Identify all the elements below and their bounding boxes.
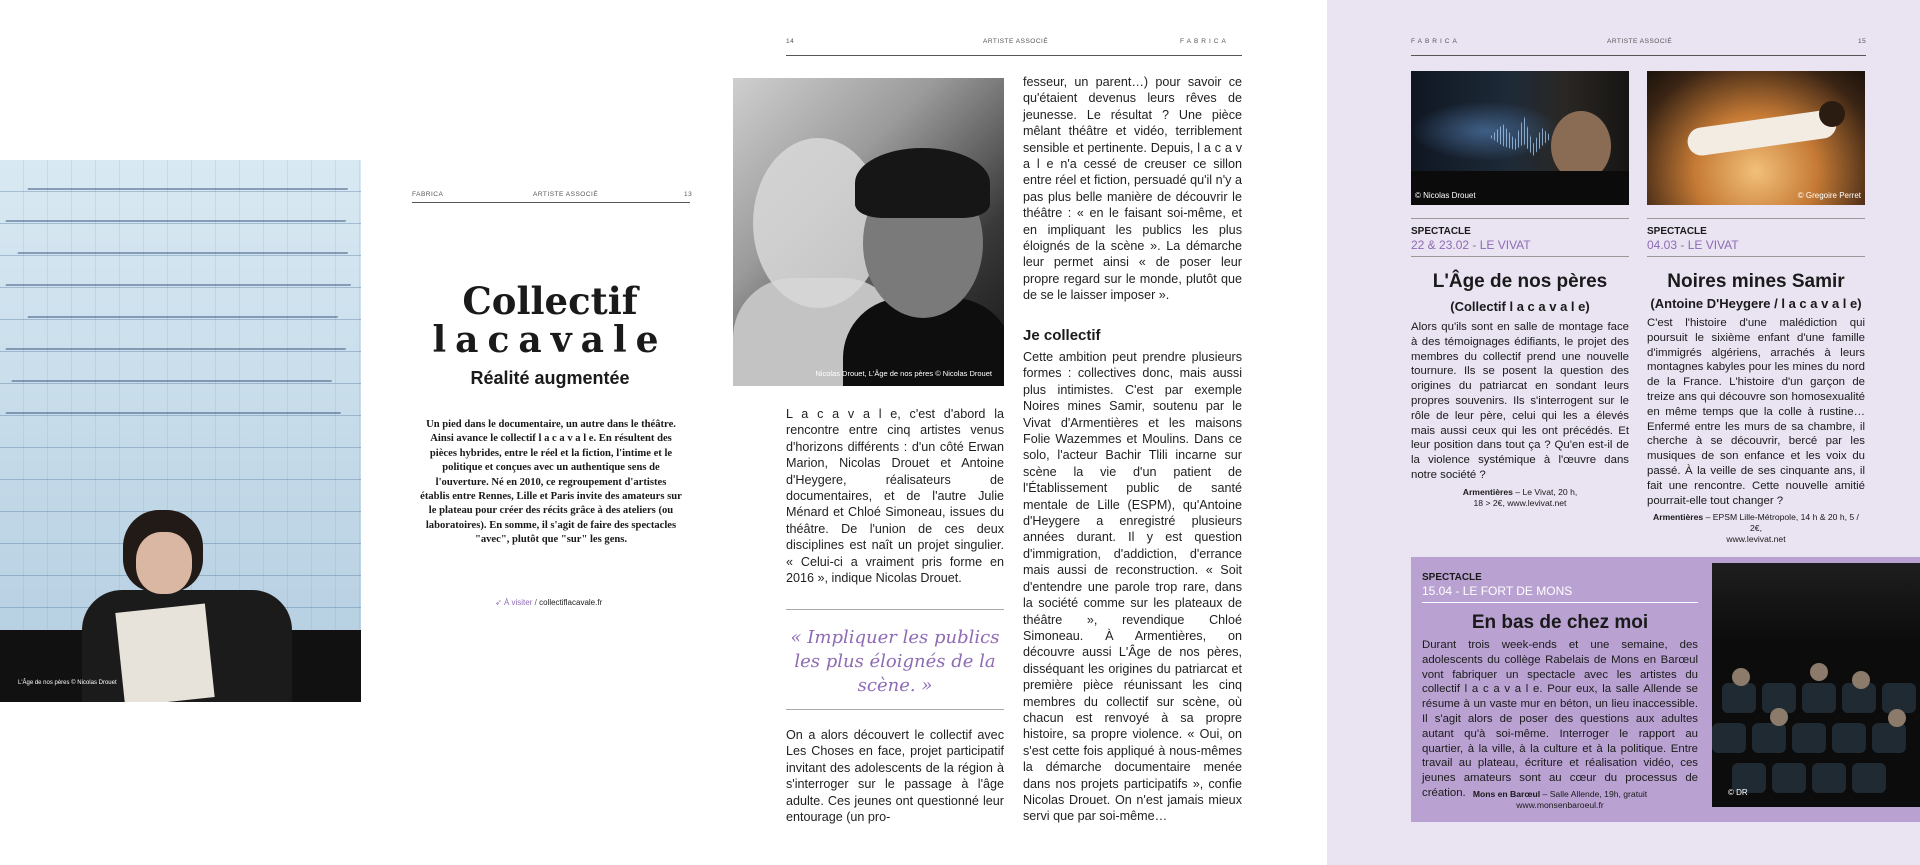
show1-info: Armentières – Le Vivat, 20 h, 18 > 2€, www.levivat.net <box>1462 487 1578 508</box>
photo-credit: © Nicolas Drouet <box>1415 191 1476 200</box>
stage-photo <box>0 160 361 702</box>
portrait-photo <box>733 78 1004 386</box>
header-brand: FABRICA <box>1411 38 1460 45</box>
show2-text: C'est l'histoire d'une malédiction qui poursuit le sixième enfant d'une famille d'immigrés algériens, arrachés à leurs montagnes kabyles pour les mines du nord de la France. L'histoire d'un garçon de treize ans qui découvre son homosexualité en même temps que la colle à rustine… Enfermé entre les murs de sa chambre, il cherche à se découvrir, bercé par les musiques de son enfance et les voix du passé. À la veille de ses cinquante ans, il fait une rencontre. Cette nouvelle amitié pourrait-elle tout changer ? <box>1647 317 1865 507</box>
section-heading: Je collectif <box>1023 327 1101 344</box>
show1-title: L'Âge de nos pères <box>1432 271 1608 292</box>
show2-info: Armentières – EPSM Lille-Métropole, 14 h & 20 h, 5 / 2€, www.levivat.net <box>1653 512 1859 544</box>
article-subtitle: Réalité augmentée <box>470 368 630 388</box>
header-section: ARTISTE ASSOCIÉ <box>1607 38 1673 45</box>
show3-kicker: SPECTACLE <box>1422 572 1482 583</box>
visit-line: ➶ À visiter / collectiflacavale.fr <box>495 598 603 607</box>
show1-kicker: SPECTACLE <box>1411 226 1471 237</box>
column-1-intro: L a c a v a l e, c'est d'abord la rencontre entre cinq artistes venus d'horizons différents : d'un côté Erwan Marion, Nicolas Drouet et Antoine d'Heygere, réalisateurs de documentaires, et de l'autre Julie Ménard et Chloé Simoneau, issues du théâtre. De l'union de ces deux disciplines est naît un projet singulier. « Celui-ci a vraiment pris forme en 2016 », indique Nicolas Drouet. <box>786 407 1004 586</box>
column-2-text: fesseur, un parent…) pour savoir ce qu'étaient devenus leurs rêves de jeunesse. Le résultat ? Une pièce mêlant théâtre et vidéo, terriblement sensible et pertinente. Depuis, l a c a v a l e n'a cessé de creuser ce sillon entre réel et fiction, persuadé qu'il n'y a pas plus belle manière de découvrir le théâtre : « en le faisant soi-même, et en impliquant les publics les plus éloignés de la scène ». La démarche leur permet ainsi « de poser leur propre regard sur le monde, plutôt que de se le laisser imposer ». <box>1023 75 1242 303</box>
photo-credit: © DR <box>1728 788 1748 797</box>
show1-date: 22 & 23.02 - LE VIVAT <box>1411 238 1531 252</box>
page-number: 13 <box>684 191 693 198</box>
show1-subtitle: (Collectif l a c a v a l e) <box>1450 299 1590 314</box>
show2-kicker: SPECTACLE <box>1647 226 1707 237</box>
page-number: 15 <box>1858 38 1867 45</box>
show2-subtitle: (Antoine D'Heygere / l a c a v a l e) <box>1650 296 1862 311</box>
arrow-icon: ➶ <box>495 598 502 607</box>
show3-title: En bas de chez moi <box>1471 612 1649 633</box>
article-intro: Un pied dans le documentaire, un autre dans le théâtre. Ainsi avance le collectif l a c a v a l e. En résultent des pièces hybrides, entre le réel et la fiction, l'intime et le politique et conçues avec un authentique sens de l'ouverture. Né en 2010, ce regroupement d'artistes établis entre Rennes, Lille et Paris invite des amateurs sur le plateau pour créer des récits grâce à des ateliers (ou laboratoires). En somme, il s'agit de faire des spectacles "avec", plutôt que "sur" les gens. <box>420 419 682 546</box>
photo-credit: © Gregoire Perret <box>1797 191 1861 200</box>
show1-photo <box>1411 71 1629 205</box>
header-brand: FABRICA <box>412 191 444 198</box>
column-1-continued: On a alors découvert le collectif avec Les Choses en face, projet participatif invitant des adolescents de la région à s'interroger sur le passage à l'âge adulte. Ces jeunes ont questionné leur entourage (un pro- <box>786 728 1004 825</box>
article-title: Collectif <box>462 279 638 323</box>
photo-caption: L'Âge de nos pères © Nicolas Drouet <box>18 680 117 686</box>
header-brand: FABRICA <box>1180 38 1229 45</box>
show3-info: Mons en Barœul – Salle Allende, 19h, gratuit www.monsenbaroeul.fr <box>1472 789 1648 810</box>
page-number: 14 <box>786 38 795 45</box>
show3-date: 15.04 - LE FORT DE MONS <box>1422 584 1573 598</box>
article-title-collective: lacavale <box>432 319 668 361</box>
visit-label: À visiter <box>503 598 533 607</box>
show2-photo <box>1647 71 1865 205</box>
visit-link[interactable]: collectiflacavale.fr <box>539 598 603 607</box>
show1-text: Alors qu'ils sont en salle de montage face à des témoignages édifiants, le projet des membres du collectif prend une nouvelle tournure. Ils se posent la question des origines du patriarcat en sondant leurs propres souvenirs. Ils s'interrogent sur le rôle de leur père, celui qui les a élevés mais aussi ceux qui les ont précédés. Et leur position dans tout ça ? Qu'en est-il de la violence systémique à l'œuvre dans notre société ? <box>1411 321 1629 481</box>
show2-title: Noires mines Samir <box>1667 271 1845 292</box>
pull-quote: « Impliquer les publics les plus éloignés de la scène. » <box>790 627 1000 696</box>
column-2-section: Cette ambition peut prendre plusieurs formes : collectives donc, mais aussi plus intimistes. C'est par exemple Noires mines Samir, soutenu par le Vivat d'Armentières et les maisons Folie Wazemmes et Moulins. Dans ce solo, l'acteur Bachir Tlili incarne sur scène la vie d'un patient de l'Établissement public de santé mentale de Lille (ESPM), qu'Antoine d'Heygere a enregistré plusieurs années durant. Il y est question d'immigration, d'addiction, d'errance mais aussi de reconstruction. « Soit d'entendre une parole trop rare, dans la société comme sur les plateaux de théâtre », revendique Chloé Simoneau. À Armentières, on découvre aussi L'Âge de nos pères, disséquant les origines du patriarcat et première pièce réunissant les cinq membres du collectif sur scène, où chacun est renvoyé à sa propre histoire, sa propre violence. « Oui, on s'est cette fois appliqué à nous-mêmes la démarche documentaire menée dans nos projets participatifs », confie Nicolas Drouet. On n'est jamais mieux servi que par soi-même… <box>1023 350 1242 824</box>
show2-date: 04.03 - LE VIVAT <box>1647 238 1739 252</box>
photo-caption: Nicolas Drouet, L'Âge de nos pères © Nicolas Drouet <box>815 369 992 378</box>
header-section: ARTISTE ASSOCIÉ <box>983 38 1049 45</box>
header-section: ARTISTE ASSOCIÉ <box>533 191 599 198</box>
show3-text: Durant trois week-ends et une semaine, des adolescents du collège Rabelais de Mons en Barœul vont fabriquer un spectacle avec les artistes du collectif l a c a v a l e. Pour eux, la salle Allende se résume à un vaste mur en béton, un lieu inaccessible. Il s'agit alors de poser des questions aux adultes autant qu'à soi-même. Interroger le rapport au quartier, à la ville, à la culture et à la politique. Entre travail au plateau, écriture et réalisation vidéo, ces jeunes amateurs sont au cœur du processus de création. <box>1422 639 1698 799</box>
show3-photo <box>1712 563 1920 807</box>
